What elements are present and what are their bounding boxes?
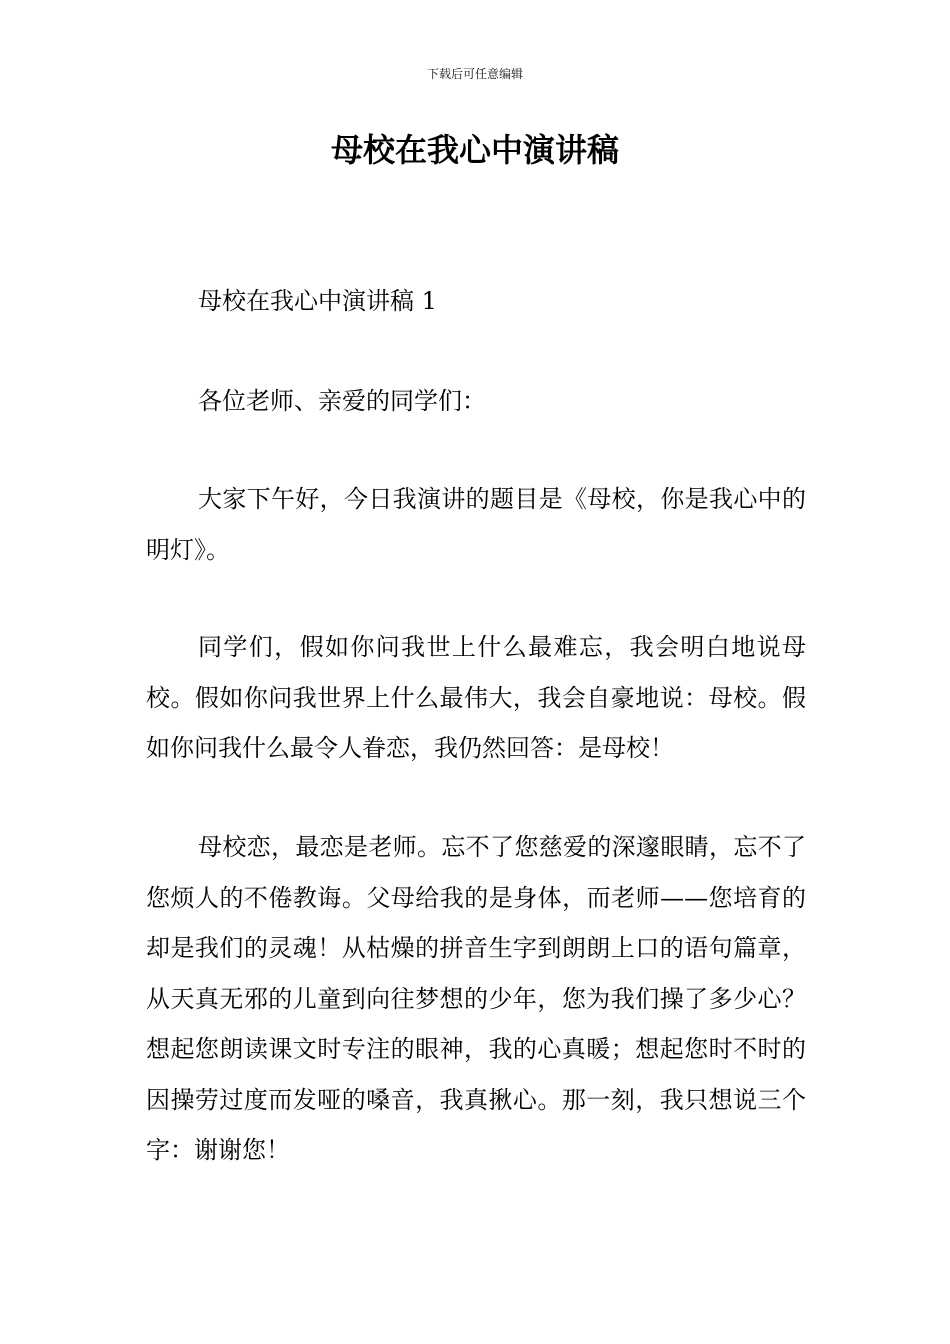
header-note: 下载后可任意编辑	[426, 67, 523, 81]
body-paragraph-2: 母校恋，最恋是老师。忘不了您慈爱的深邃眼睛，忘不了您烦人的不倦教诲。父母给我的是身体，而老师——您培育的却是我们的灵魂！从枯燥的拼音生字到朗朗上口的语句篇章，从天真无邪的儿童到向往梦想的少年，您为我们操了多少心？想起您朗读课文时专注的眼神，我的心真暖；想起您时不时的因操劳过度而发哑的嗓音，我真揪心。那一刻，我只想说三个字：谢谢您！	[146, 833, 806, 1164]
greeting-paragraph: 各位老师、亲爱的同学们：	[198, 387, 486, 415]
section-heading: 母校在我心中演讲稿 1	[198, 287, 437, 315]
intro-paragraph: 大家下午好，今日我演讲的题目是《母校，你是我心中的明灯》。	[146, 485, 806, 564]
document-title: 母校在我心中演讲稿	[330, 131, 619, 169]
body-paragraph-1: 同学们，假如你问我世上什么最难忘，我会明白地说母校。假如你问我世界上什么最伟大，我会自豪地说：母校。假如你问我什么最令人眷恋，我仍然回答：是母校！	[146, 633, 806, 762]
